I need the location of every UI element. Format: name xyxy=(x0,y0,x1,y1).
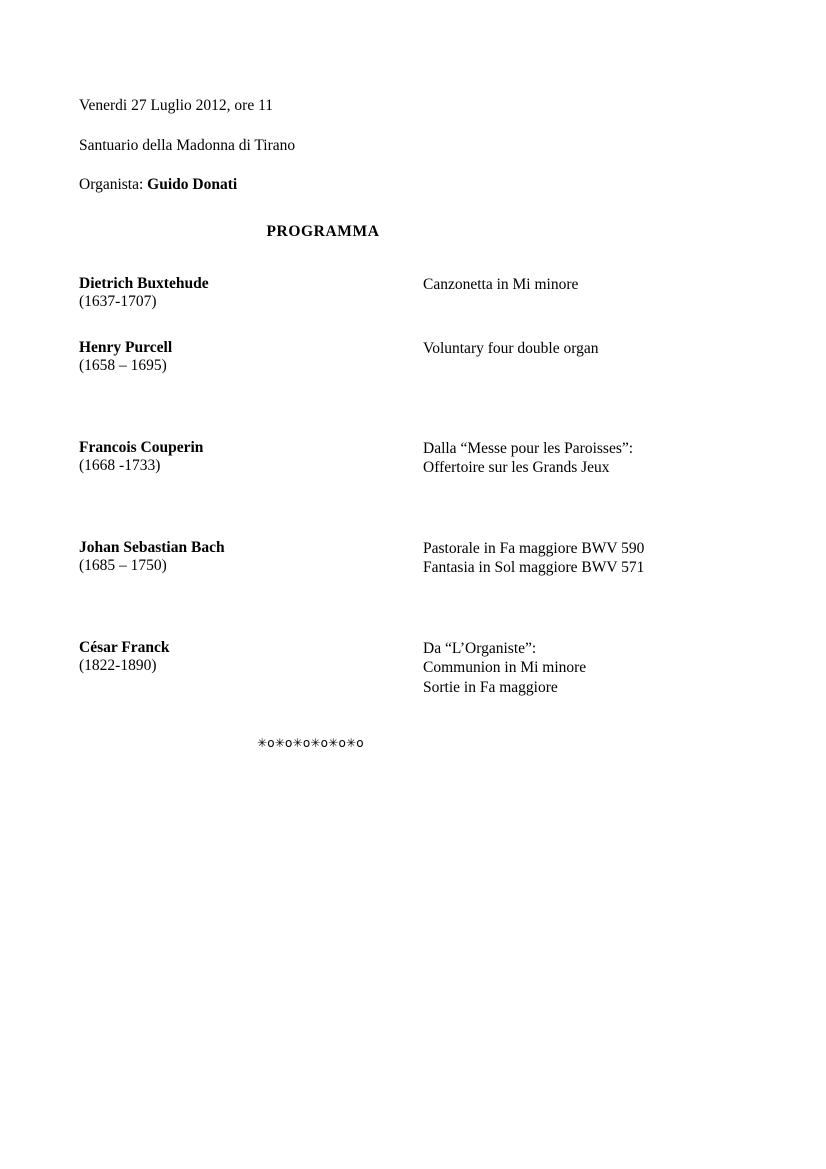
composer-name: César Franck xyxy=(79,638,170,656)
work-title: Communion in Mi minore xyxy=(423,659,587,677)
composer-name: Francois Couperin xyxy=(79,438,204,456)
works-block xyxy=(423,539,753,578)
composer-name: Dietrich Buxtehude xyxy=(79,274,209,292)
entry-spacer xyxy=(79,503,747,539)
work-title: Canzonetta in Mi minore xyxy=(423,275,579,293)
composer-name: Henry Purcell xyxy=(79,338,173,356)
composer-block xyxy=(79,439,409,477)
program-list xyxy=(79,275,747,701)
composer-years: (1822-1890) xyxy=(79,657,157,675)
work-title: Sortie in Fa maggiore xyxy=(423,678,558,696)
composer-block xyxy=(79,339,409,377)
work-title: Da “L’Organiste”: xyxy=(423,639,537,657)
organist-label: Organista: xyxy=(79,176,148,193)
venue-line: Santuario della Madonna di Tirano xyxy=(79,136,296,154)
work-title: Offertoire sur les Grands Jeux xyxy=(423,459,610,477)
program-content xyxy=(79,98,747,750)
composer-block xyxy=(79,275,409,313)
works-block xyxy=(423,639,753,698)
program-entry xyxy=(79,339,747,381)
ornament-divider: ✳o✳o✳o✳o✳o✳o xyxy=(257,736,364,750)
work-title: Dalla “Messe pour les Paroisses”: xyxy=(423,439,634,457)
works-block xyxy=(423,275,753,295)
composer-years: (1685 – 1750) xyxy=(79,557,167,575)
work-title: Voluntary four double organ xyxy=(423,339,599,357)
works-block xyxy=(423,339,753,359)
composer-years: (1637-1707) xyxy=(79,293,157,311)
program-heading: PROGRAMMA xyxy=(266,222,380,240)
entry-spacer xyxy=(79,603,747,639)
program-entry xyxy=(79,539,747,581)
composer-block xyxy=(79,639,409,677)
composer-years: (1668 -1733) xyxy=(79,457,161,475)
program-entry xyxy=(79,275,747,317)
composer-block xyxy=(79,539,409,577)
composer-name: Johan Sebastian Bach xyxy=(79,538,225,556)
organist-line xyxy=(79,177,747,193)
organist-name: Guido Donati xyxy=(147,176,238,193)
date-line: Venerdi 27 Luglio 2012, ore 11 xyxy=(79,97,273,114)
work-title: Fantasia in Sol maggiore BWV 571 xyxy=(423,559,645,577)
entry-spacer xyxy=(79,403,747,439)
program-entry xyxy=(79,439,747,481)
program-entry xyxy=(79,639,747,701)
composer-years: (1658 – 1695) xyxy=(79,357,167,375)
work-title: Pastorale in Fa maggiore BWV 590 xyxy=(423,539,645,557)
works-block xyxy=(423,439,753,478)
